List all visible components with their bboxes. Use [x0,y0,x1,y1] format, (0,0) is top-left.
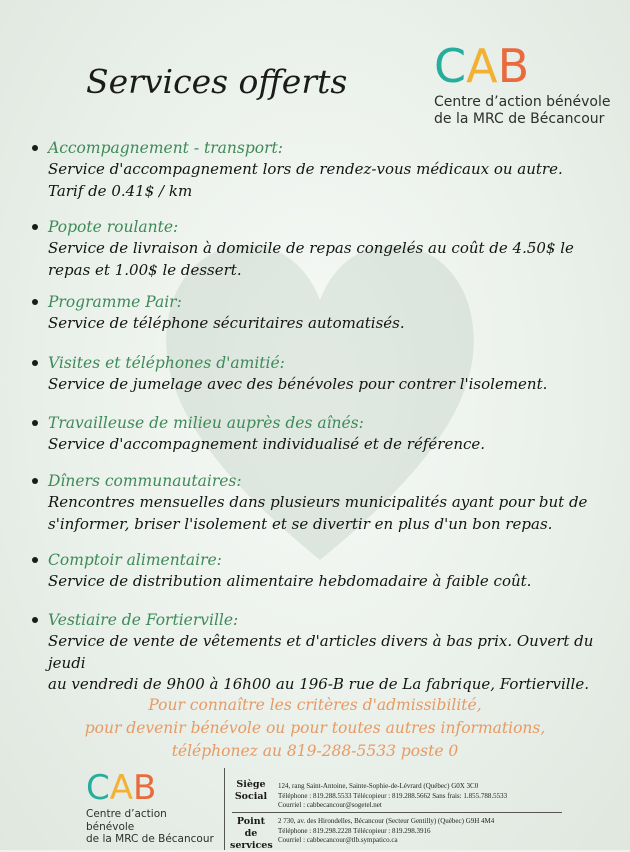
siege-label-line1: Siège [236,779,266,790]
logo-name-line1: Centre d’action bénévole [86,808,167,833]
service-desc: Service de vente de vêtements et d'articles divers à bas prix. Ouvert du jeudi [48,632,594,672]
contact-info [0,694,630,763]
siege-address [278,782,507,811]
bullet-icon [32,145,38,151]
service-desc: Service de livraison à domicile de repas congelés au coût de 4.50$ le [48,239,574,257]
footer-cab-logo [86,770,216,846]
bullet-icon [32,224,38,230]
siege-label-line2: Social [234,791,268,802]
service-title: Vestiaire de Fortierville: [48,611,239,629]
logo-name-line2: de la MRC de Bécancour [434,111,605,127]
service-desc: Service d'accompagnement individualisé et de référence. [48,435,486,453]
service-desc: Rencontres mensuelles dans plusieurs municipalités ayant pour but de [48,493,588,511]
point-label [230,816,272,852]
service-title: Dîners communautaires: [48,472,242,490]
service-item [30,353,610,396]
footer-divider-vertical [224,768,225,850]
service-item [30,471,610,535]
logo-letters [86,770,216,806]
service-item [30,610,610,696]
point-line: 2 730, av. des Hirondelles, Bécancour (Secteur Gentilly) (Québec) G9H 4M4 [278,817,495,825]
service-desc: au vendredi de 9h00 à 16h00 au 196-B rue de La fabrique, Fortierville. [48,675,589,693]
service-desc: Tarif de 0.41$ / km [48,181,193,200]
contact-phone: téléphonez au 819-288-5533 poste 0 [171,742,459,760]
bullet-icon [32,478,38,484]
service-desc: Service d'accompagnement lors de rendez-vous médicaux ou autre. [48,160,563,178]
logo-letters [434,39,614,93]
service-title: Accompagnement - transport: [48,139,283,157]
siege-label [230,779,272,803]
logo-letter-c: C [434,39,467,93]
service-item [30,550,610,593]
siege-line: 124, rang Saint-Antoine, Sainte-Sophie-de-Lévrard (Québec) G0X 3C0 [278,782,479,790]
cab-logo [434,39,614,128]
logo-letter-b: B [133,768,157,808]
point-address [278,817,494,846]
point-line: Téléphone : 819.298.2228 Télécopieur : 819.298.3916 [278,826,431,835]
service-desc: s'informer, briser l'isolement et se divertir en plus d'un bon repas. [48,514,553,533]
page-title: Services offerts [86,62,348,101]
service-desc: Service de distribution alimentaire hebdomadaire à faible coût. [48,572,532,590]
logo-letter-a: A [109,768,134,808]
contact-line: Pour connaître les critères d'admissibilité, [148,696,482,714]
service-desc: repas et 1.00$ le dessert. [48,260,242,279]
bullet-icon [32,360,38,366]
service-title: Visites et téléphones d'amitié: [48,354,285,372]
bullet-icon [32,299,38,305]
siege-line: Téléphone : 819.288.5533 Télécopieur : 819.288.5662 Sans frais: 1.855.788.5533 [278,791,508,800]
logo-name-line2: de la MRC de Bécancour [86,833,214,845]
service-desc: Service de téléphone sécuritaires automatisés. [48,314,405,332]
logo-letter-c: C [86,768,110,808]
service-title: Travailleuse de milieu auprès des aînés: [48,414,364,432]
logo-name-line1: Centre d’action bénévole [434,94,611,110]
logo-letter-a: A [466,39,498,93]
service-title: Comptoir alimentaire: [48,551,222,569]
siege-email: Courriel : cabbecancour@sogetel.net [278,801,382,809]
service-item [30,217,610,281]
bullet-icon [32,557,38,563]
footer-divider-horizontal [232,812,562,813]
point-label-line1: Point de [236,816,266,839]
point-email: Courriel : cabbecancour@tlb.sympatico.ca [278,836,398,844]
logo-letter-b: B [497,39,530,93]
point-label-line2: services [230,840,273,851]
service-title: Programme Pair: [48,293,182,311]
service-title: Popote roulante: [48,218,179,236]
contact-line: pour devenir bénévole ou pour toutes autres informations, [84,719,546,737]
service-item [30,138,610,202]
service-item [30,292,610,335]
bullet-icon [32,617,38,623]
bullet-icon [32,420,38,426]
service-item [30,413,610,456]
service-desc: Service de jumelage avec des bénévoles pour contrer l'isolement. [48,375,548,393]
